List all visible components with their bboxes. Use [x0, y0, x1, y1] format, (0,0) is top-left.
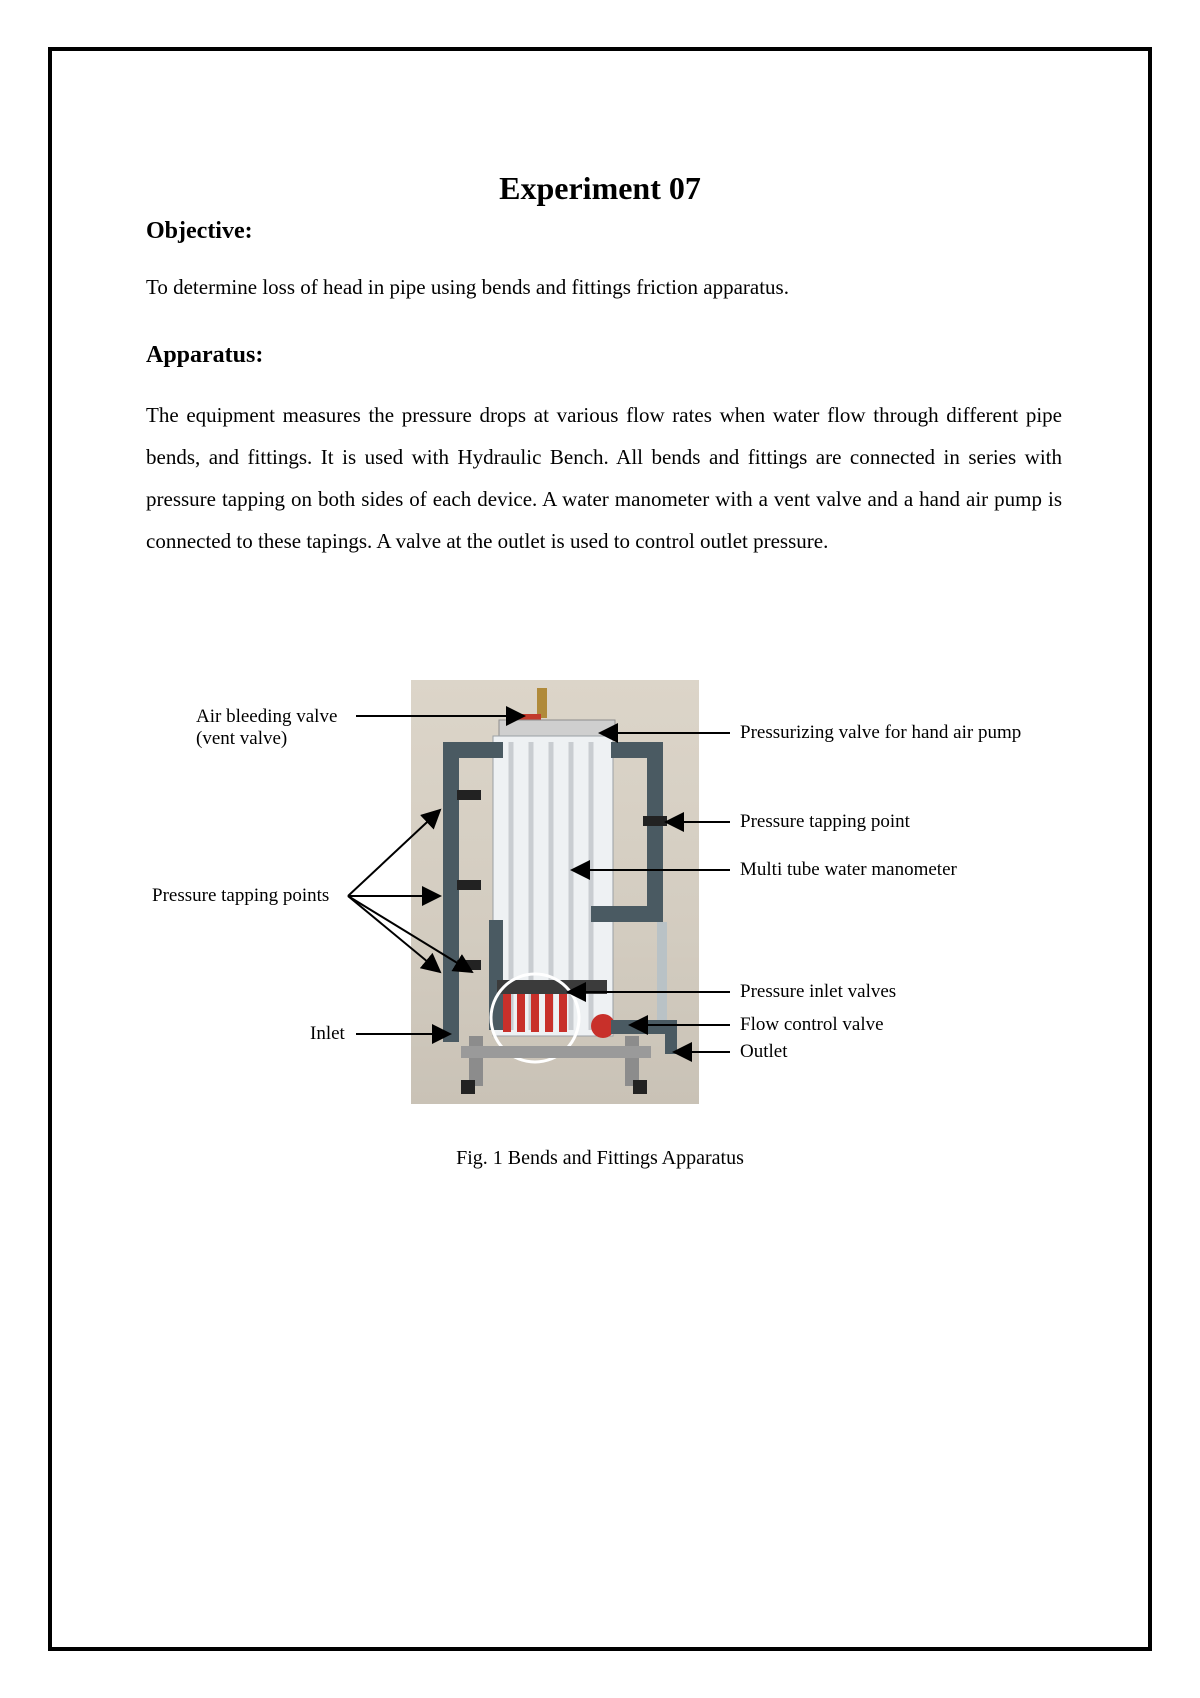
apparatus-figure: [150, 680, 1070, 1120]
label-pressure-inlet-valves: Pressure inlet valves: [740, 981, 897, 1002]
label-pressure-tapping-point: Pressure tapping point: [740, 811, 910, 832]
figure-caption: Fig. 1 Bends and Fittings Apparatus: [456, 1147, 744, 1169]
label-air-bleeding-valve-line1: Air bleeding valve: [196, 706, 338, 727]
page-title: Experiment 07: [499, 170, 701, 206]
objective-heading: Objective:: [146, 218, 253, 244]
apparatus-text: The equipment measures the pressure drops at various flow rates when water flow through different pipe bends, and fittings. It is used with Hydraulic Bench. All bends and fittings are connected in series with pressure tapping on both sides of each device. A water manometer with a vent valve and a hand air pump is connected to these tapings. A valve at the outlet is used to control outlet pressure.: [146, 403, 1062, 553]
label-air-bleeding-valve-line2: (vent valve): [196, 728, 288, 749]
label-pressurizing-valve: Pressurizing valve for hand air pump: [740, 722, 1022, 743]
label-inlet: Inlet: [310, 1023, 345, 1044]
objective-text: To determine loss of head in pipe using bends and fittings friction apparatus.: [146, 275, 789, 299]
label-flow-control-valve: Flow control valve: [740, 1014, 884, 1035]
label-outlet: Outlet: [740, 1041, 788, 1062]
label-pressure-tapping-points: Pressure tapping points: [152, 885, 330, 906]
label-multi-tube-manometer: Multi tube water manometer: [740, 859, 957, 880]
label-air-bleeding-valve: [196, 706, 337, 750]
apparatus-heading: Apparatus:: [146, 342, 264, 368]
